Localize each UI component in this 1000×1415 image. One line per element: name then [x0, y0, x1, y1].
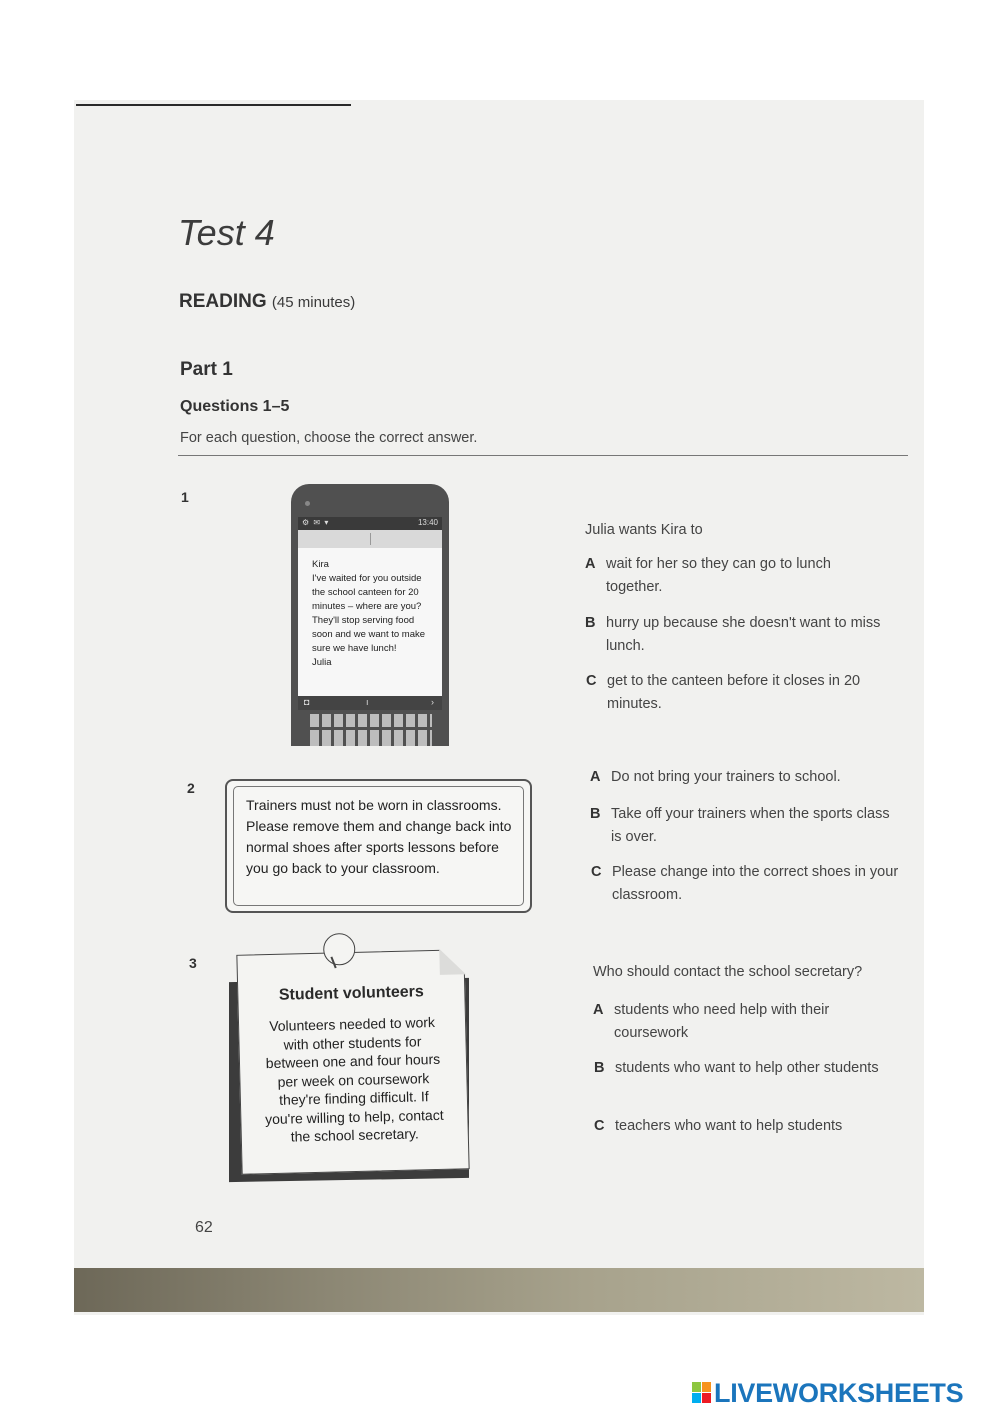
phone-keyboard	[310, 714, 432, 746]
section-heading	[179, 291, 355, 313]
page-number: 62	[195, 1219, 213, 1236]
question-1-option-c[interactable]: C get to the canteen before it closes in 20 minutes.	[586, 673, 861, 712]
phone-nav-bar	[298, 696, 442, 710]
question-number-2: 2	[187, 780, 195, 796]
question-2-option-c[interactable]: C Please change into the correct shoes in your classroom.	[591, 864, 899, 903]
phone-header	[298, 530, 442, 548]
question-1-stem: Julia wants Kira to	[585, 522, 703, 538]
question-1-option-a[interactable]: A wait for her so they can go to lunch together.	[585, 556, 831, 595]
question-2-option-b[interactable]: B Take off your trainers when the sports class is over.	[590, 806, 890, 845]
question-3-option-c[interactable]: C teachers who want to help students	[594, 1118, 843, 1134]
phone-camera	[305, 501, 310, 506]
question-number-1: 1	[181, 489, 189, 505]
phone-status-bar	[298, 517, 442, 530]
part-heading: Part 1	[180, 359, 233, 380]
question-number-3: 3	[189, 955, 197, 971]
question-2-option-a[interactable]: A Do not bring your trainers to school.	[590, 769, 841, 785]
pin-icon	[323, 933, 356, 966]
text-message: Kira I've waited for you outside the school canteen for 20 minutes – where are you? They'll stop serving food soon and we want to make sure we have lunch! Julia	[312, 559, 426, 668]
question-3-option-a[interactable]: A students who need help with their coursework	[593, 1002, 830, 1041]
questions-heading: Questions 1–5	[180, 398, 290, 415]
trainers-sign	[225, 779, 532, 913]
section-name: READING	[179, 291, 267, 312]
volunteer-notice	[236, 949, 469, 1175]
section-time: (45 minutes)	[271, 294, 356, 311]
camera-icon: ◘	[304, 697, 310, 707]
liveworksheets-logo-icon	[692, 1382, 712, 1404]
question-1-option-b[interactable]: B hurry up because she doesn't want to miss lunch.	[585, 615, 881, 654]
phone-screen	[298, 548, 442, 696]
notice-title: Student volunteers	[278, 983, 424, 1004]
test-title: Test 4	[178, 212, 275, 253]
notice-body: Volunteers needed to work with other students for between one and four hours per week on coursework they're finding difficult. If you're willing to help, contact the school secretary.	[264, 1013, 444, 1145]
brand-name: LIVEWORKSHEETS	[714, 1378, 964, 1408]
question-3-option-b[interactable]: B students who want to help other students	[594, 1060, 879, 1076]
instruction-divider	[178, 455, 908, 456]
status-icons: ⚙ ✉ ▾	[302, 518, 330, 527]
cursor-icon: ı	[366, 697, 369, 707]
phone-image	[291, 484, 449, 746]
instruction-text: For each question, choose the correct answer.	[180, 430, 478, 446]
scan-edge-band	[74, 1268, 924, 1312]
sign-text: Trainers must not be worn in classrooms. Please remove them and change back into normal shoes after sports lessons before you go back to your classroom.	[246, 797, 512, 876]
page-fold	[439, 948, 466, 975]
chevron-right-icon: ›	[431, 697, 434, 707]
header-rule	[76, 104, 351, 106]
phone-time: 13:40	[417, 518, 438, 527]
question-3-stem: Who should contact the school secretary?	[593, 964, 863, 980]
